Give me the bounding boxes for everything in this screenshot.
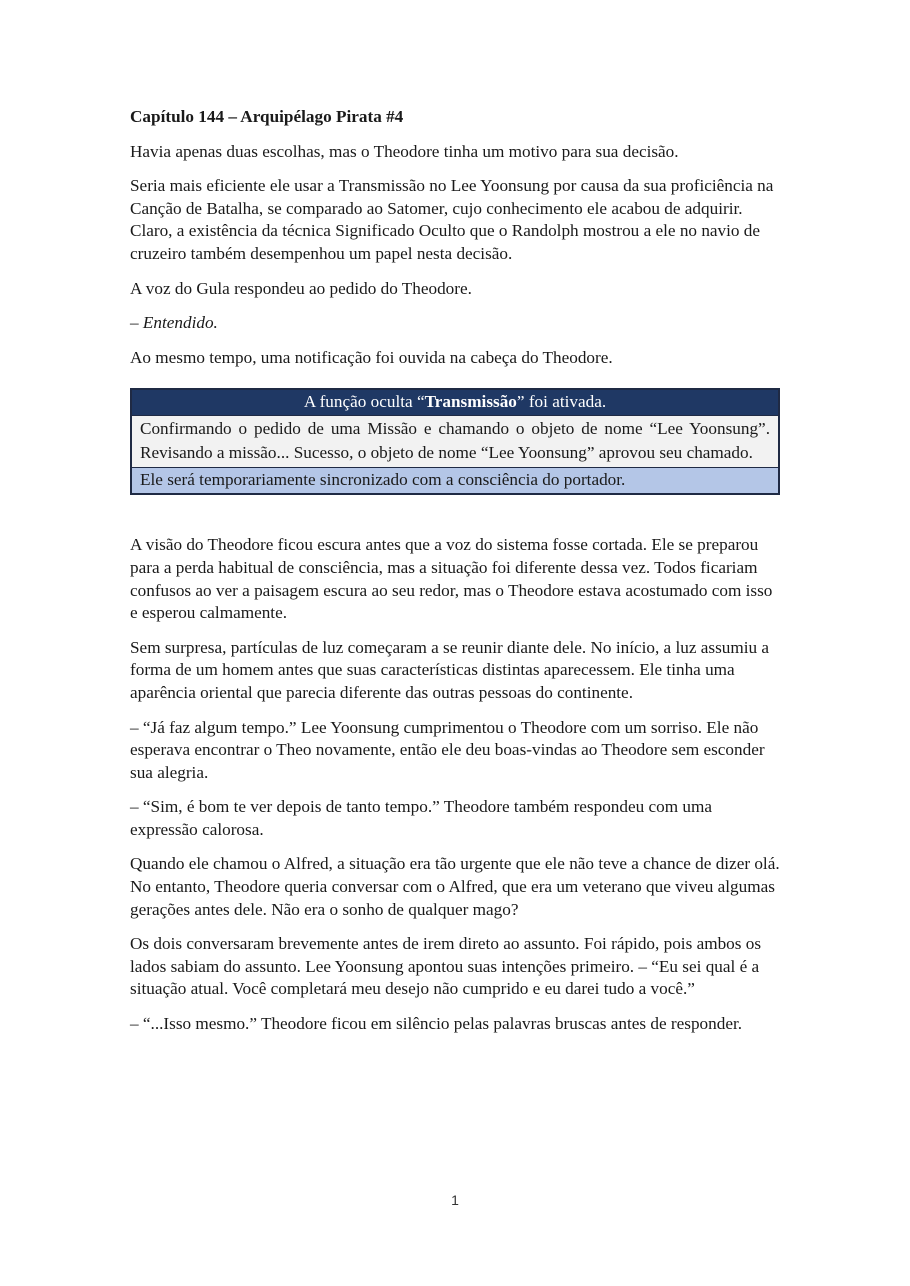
dialogue-italic-text: Entendido. (142, 313, 218, 333)
page-number: 1 (451, 1192, 459, 1208)
document-page (130, 106, 780, 1048)
paragraph: Ao mesmo tempo, uma notificação foi ouvida na cabeça do Theodore. (130, 347, 613, 367)
dialogue-dash: – (130, 313, 143, 333)
header-prefix: A função oculta “ (303, 392, 425, 412)
chapter-title: Capítulo 144 – Arquipélago Pirata #4 (130, 107, 404, 126)
paragraph: A visão do Theodore ficou escura antes que a voz do sistema fosse cortada. Ele se preparou para a perda habitual de consciência, mas a situação foi diferente dessa vez. Todos ficariam confusos ao ver a paisagem escura ao seu redor, mas o Theodore estava acostumado com isso e esperou calmamente. (130, 535, 773, 623)
header-bold-term: Transmissão (424, 392, 517, 412)
paragraph: – “Sim, é bom te ver depois de tanto tempo.” Theodore também respondeu com uma expressão calorosa. (130, 797, 712, 839)
paragraph: Havia apenas duas escolhas, mas o Theodore tinha um motivo para sua decisão. (130, 141, 679, 161)
paragraph: Os dois conversaram brevemente antes de irem direto ao assunto. Foi rápido, pois ambos os lados sabiam do assunto. Lee Yoonsung apontou suas intenções primeiro. – “Eu sei qual é a situação atual. Você completará meu desejo não cumprido e eu darei tudo a você.” (130, 934, 762, 999)
paragraph: – “...Isso mesmo.” Theodore ficou em silêncio pelas palavras bruscas antes de responder. (130, 1014, 743, 1034)
paragraph: Sem surpresa, partículas de luz começaram a se reunir diante dele. No início, a luz assumiu a forma de um homem antes que suas características distintas aparecessem. Ele tinha uma aparência oriental que parecia diferente das outras pessoas do continente. (130, 637, 770, 702)
system-box-header (132, 390, 778, 416)
paragraph: Seria mais eficiente ele usar a Transmissão no Lee Yoonsung por causa da sua proficiência na Canção de Batalha, se comparado ao Satomer, cujo conhecimento ele acabou de adquirir. Claro, a existência da técnica Significado Oculto que o Randolph mostrou a ele no navio de cruzeiro também desempenhou um papel nesta decisão. (130, 176, 774, 263)
paragraph: A voz do Gula respondeu ao pedido do Theodore. (130, 278, 472, 298)
header-suffix: ” foi ativada. (516, 392, 607, 412)
paragraph: Quando ele chamou o Alfred, a situação era tão urgente que ele não teve a chance de dizer olá. No entanto, Theodore queria conversar com o Alfred, que era um veterano que viveu algumas gerações antes dele. Não era o sonho de qualquer mago? (130, 854, 780, 919)
paragraph: – “Já faz algum tempo.” Lee Yoonsung cumprimentou o Theodore com um sorriso. Ele não esperava encontrar o Theo novamente, então ele deu boas-vindas ao Theodore sem esconder sua alegria. (130, 717, 765, 782)
system-box-footer: Ele será temporariamente sincronizado com a consciência do portador. (132, 468, 778, 493)
system-box-body: Confirmando o pedido de uma Missão e chamando o objeto de nome “Lee Yoonsung”. Revisando a missão... Sucesso, o objeto de nome “Lee Yoonsung” aprovou seu chamado. (132, 416, 778, 468)
system-notification-box (130, 388, 780, 495)
dialogue-line (130, 312, 780, 335)
